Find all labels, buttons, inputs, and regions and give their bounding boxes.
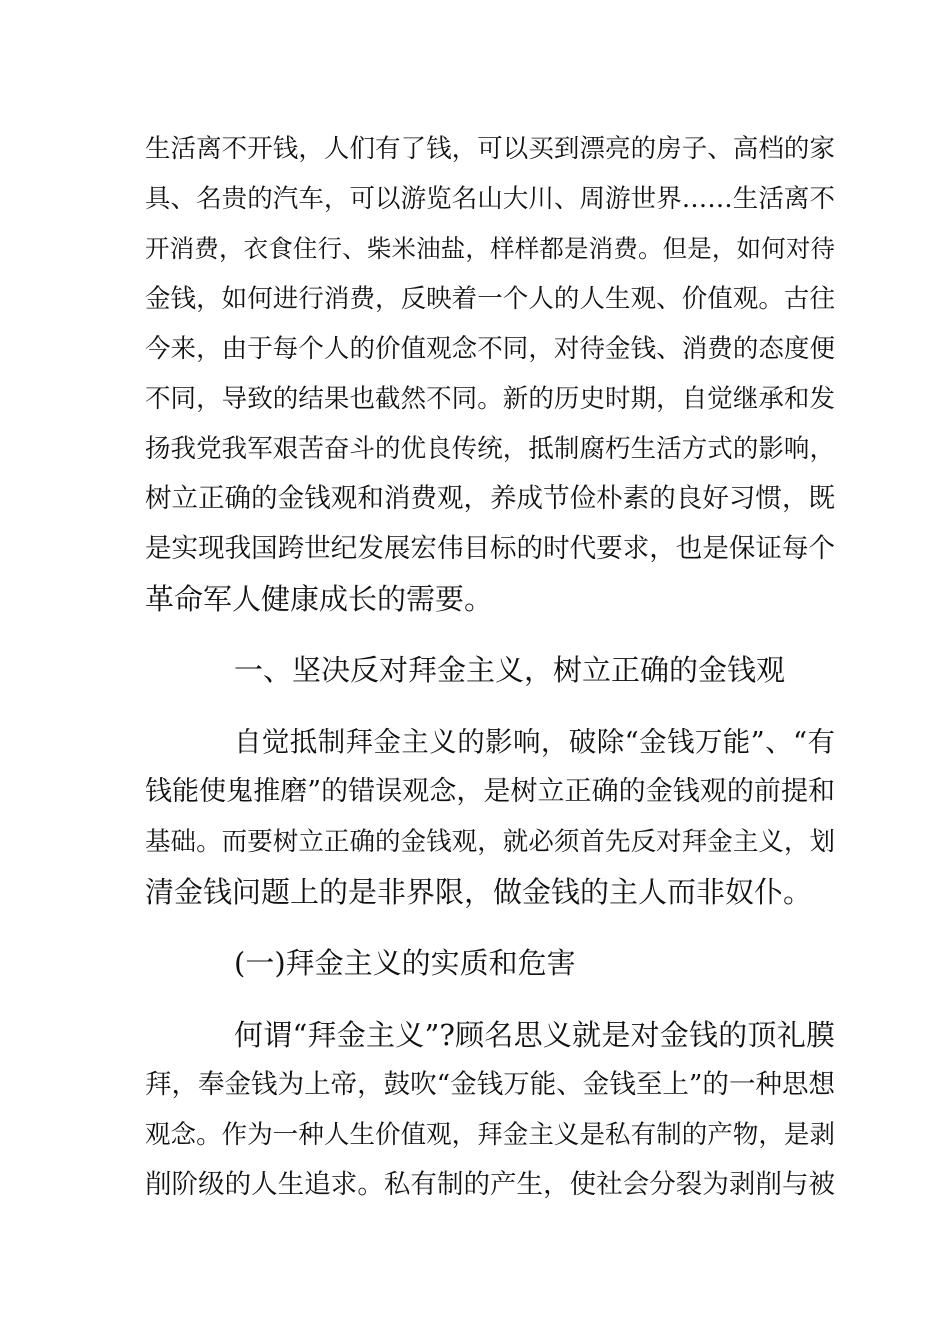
text-line: 自觉抵制拜金主义的影响，破除“金钱万能”、“有 [234, 726, 835, 758]
text-line: 扬我党我军艰苦奋斗的优良传统，抵制腐朽生活方式的影响， [145, 434, 835, 464]
text-line: 具、名贵的汽车，可以游览名山大川、周游世界……生活离不 [145, 184, 835, 214]
text-line: 拜，奉金钱为上帝，鼓吹“金钱万能、金钱至上”的一种思想 [145, 1069, 835, 1100]
text-line: 生活离不开钱，人们有了钱，可以买到漂亮的房子、高档的家 [145, 134, 835, 164]
text-line: 革命军人健康成长的需要。 [145, 582, 494, 616]
text-line: 清金钱问题上的是非界限，做金钱的主人而非奴仆。 [145, 875, 813, 909]
text-line: 不同，导致的结果也截然不同。新的历史时期，自觉继承和发 [145, 384, 835, 414]
text-line: 树立正确的金钱观和消费观，养成节俭朴素的良好习惯，既 [145, 483, 835, 514]
text-line: 基础。而要树立正确的金钱观，就必须首先反对拜金主义，划 [145, 827, 835, 857]
subsection-heading: (一)拜金主义的实质和危害 [234, 946, 576, 980]
text-line: 今来，由于每个人的价值观念不同，对待金钱、消费的态度便 [145, 334, 835, 364]
text-line: 开消费，衣食住行、柴米油盐，样样都是消费。但是，如何对待 [145, 234, 835, 263]
text-line: 是实现我国跨世纪发展宏伟目标的时代要求，也是保证每个 [145, 533, 835, 564]
text-line: 削阶级的人生追求。私有制的产生，使社会分裂为剥削与被 [145, 1169, 835, 1200]
text-line: 观念。作为一种人生价值观，拜金主义是私有制的产物，是剥 [145, 1120, 835, 1150]
text-line: 钱能使鬼推磨”的错误观念，是树立正确的金钱观的前提和 [145, 776, 835, 807]
section-heading: 一、坚决反对拜金主义，树立正确的金钱观 [234, 653, 786, 687]
text-line: 金钱，如何进行消费，反映着一个人的人生观、价值观。古往 [145, 284, 835, 314]
text-line: 何谓“拜金主义”?顾名思义就是对金钱的顶礼膜 [234, 1018, 835, 1052]
